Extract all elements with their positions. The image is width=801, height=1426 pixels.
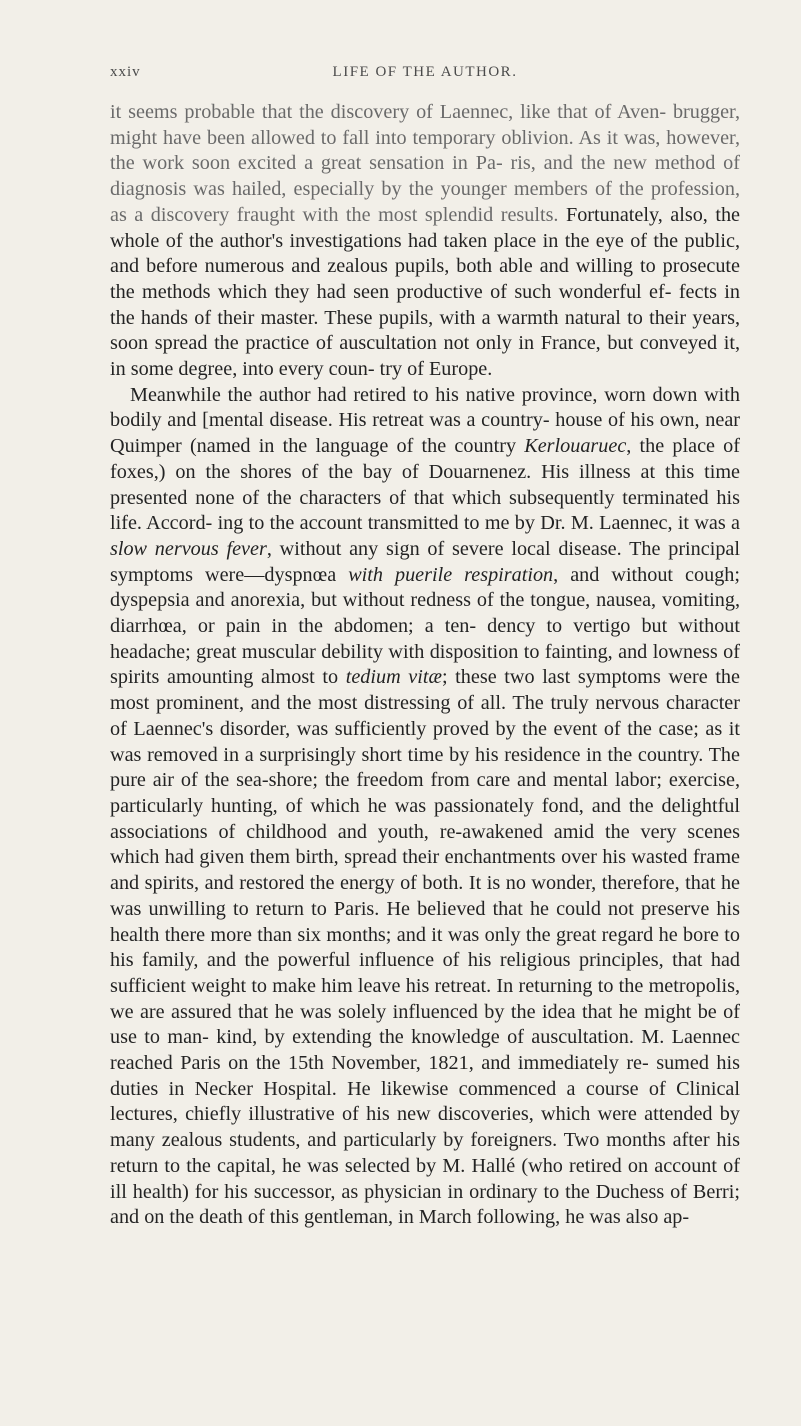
text-segment: , without any sign of severe local disease. The principal symptoms were—dyspnœa [110, 537, 740, 586]
italic-term: with puerile respiration [348, 563, 554, 586]
text-segment: , and without cough; dyspepsia and anorexia, but without redness of the tongue, nausea, vomiting, diarrhœa, or pain in the abdomen; a ten- dency to vertigo but without headache; great muscular debility with disposition to fainting, and lowness of spirits amounting almost to [110, 563, 740, 689]
body-text [110, 100, 740, 1231]
text-segment: Fortunately, also, the whole of the author's investigations had taken place in the eye of the public, and before numerous and zealous pupils, both able and willing to prosecute the methods which they had seen productive of such wonderful ef- fects in the hands of their master. These pupils, with a warmth natural to their years, soon spread the practice of auscultation not only in France, but conveyed it, in some degree, into every coun- try of Europe. [110, 203, 740, 381]
page-number: xxiv [110, 64, 141, 80]
italic-term: slow nervous fever [110, 537, 267, 560]
italic-term: tedium vitæ [345, 666, 442, 689]
paragraph-2 [110, 383, 740, 1231]
running-head [110, 64, 740, 86]
text-segment: Meanwhile the author had retired to his native province, worn down with bodily and [mental disease. His retreat was a country- house of his own, near Quimper (named in the language of the country [110, 383, 740, 458]
paragraph-1 [110, 100, 740, 383]
text-segment: it seems probable that the discovery of Laennec, like that of Aven- brugger, might have been allowed to fall into temporary oblivion. As it was, however, the work soon excited a great sensation in Pa- ris, and the new method of diagnosis was hailed, especially by the younger members of the profession, as a discovery fraught with the most splendid results. [110, 101, 740, 226]
text-segment: , the place of foxes,) on the shores of the bay of Douarnenez. His illness at this time presented none of the characters of that which subsequently terminated his life. Accord- ing to the account transmitted to me by Dr. M. Laennec, it was a [110, 435, 740, 535]
running-title: LIFE OF THE AUTHOR. [332, 64, 518, 80]
text-segment: ; these two last symptoms were the most prominent, and the most distressing of all. The truly nervous character of Laennec's disorder, was sufficiently proved by the event of the case; as it was removed in a surprisingly short time by his residence in the country. The pure air of the sea-shore; the freedom from care and mental labor; exercise, particularly hunting, of which he was passionately fond, and the delightful associations of childhood and youth, re-awakened amid the very scenes which had given them birth, spread their enchantments over his wasted frame and spirits, and restored the energy of both. It is no wonder, therefore, that he was unwilling to return to Paris. He believed that he could not preserve his health there more than six months; and it was only the great regard he bore to his family, and the powerful influence of his religious principles, that had sufficient weight to make him leave his retreat. In returning to the metropolis, we are assured that he was solely influenced by the idea that he might be of use to man- kind, by extending the knowledge of auscultation. M. Laennec reached Paris on the 15th November, 1821, and immediately re- sumed his duties in Necker Hospital. He likewise commenced a course of Clinical lectures, chiefly illustrative of his new discoveries, which were attended by many zealous students, and particularly by foreigners. Two months after his return to the capital, he was selected by M. Hallé (who retired on account of ill health) for his successor, as physician in ordinary to the Duchess of Berri; and on the death of this gentleman, in March following, he was also ap- [110, 666, 740, 1229]
italic-term: Kerlouaruec [524, 435, 627, 458]
